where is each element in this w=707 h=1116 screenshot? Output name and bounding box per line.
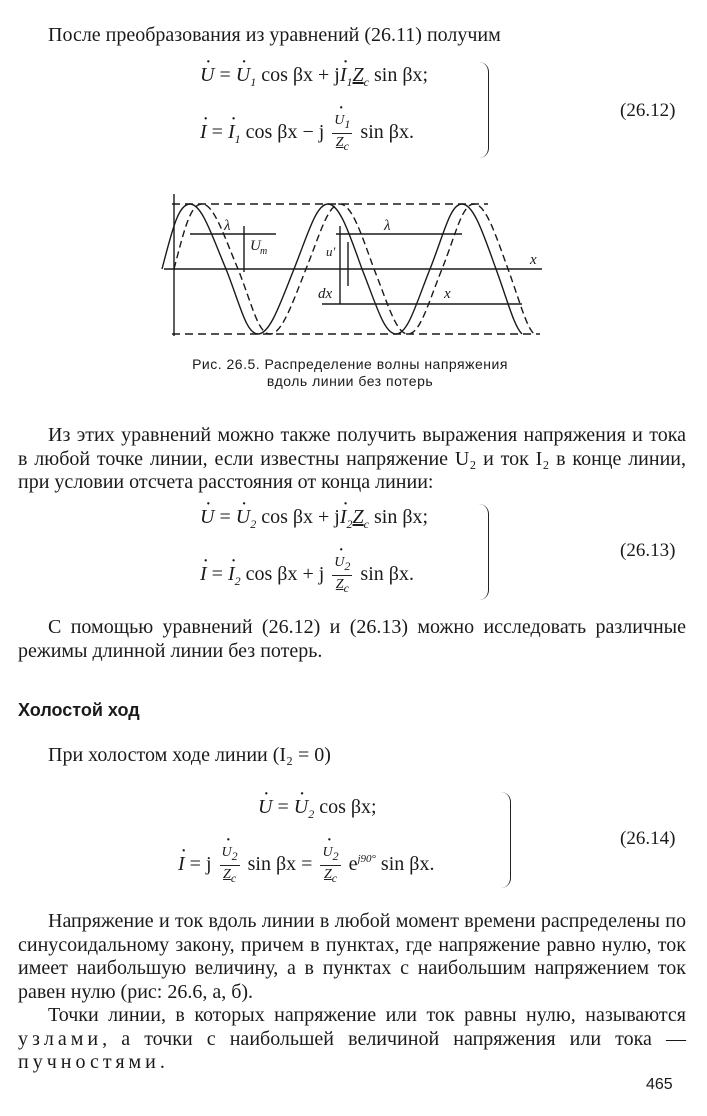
eq13-line2: · I = · $I_2$ cos βx + j · $\frac{U_2}{Z_c}$ sin βx.	[200, 554, 414, 597]
um-label: U	[250, 238, 261, 254]
paragraph-4: Напряжение и ток вдоль линии в любой момент времени распределены по синусоидальному закону, причем в пунктах, где напряжение равно нулю, ток имеет наибольшую величину, а в пунктах с наибольшим напряжением ток равен нулю (рис: 26.6, а, б).	[18, 910, 686, 1003]
page-number: 465	[646, 1076, 673, 1093]
eq12-brace	[478, 62, 489, 158]
paragraph-1: Из этих уравнений можно также получить выражения напряжения и тока в любой точке линии, если известны напряжение U₂ и ток I₂ в конце линии, при условии отсчета расстояния от конца линии:	[18, 424, 686, 493]
section-heading: Холостой ход	[18, 700, 140, 720]
term-antinodes: пучностями	[18, 1051, 160, 1073]
eq14-line2: · I = j · $\frac{U_2}{Z_c}$ sin βx = · $\frac{U_2}{Z_c}$ $e^{j90^\circ}$ sin βx.	[178, 844, 434, 887]
wave-figure	[150, 186, 550, 346]
intro-text: После преобразования из уравнений (26.11) получим	[48, 24, 501, 46]
paragraph-2: С помощью уравнений (26.12) и (26.13) можно исследовать различные режимы длинной линии без потерь.	[18, 616, 686, 662]
um-sub-label: m	[260, 246, 268, 257]
x-axis-label: x	[530, 252, 537, 268]
eq12-line1: · U = · $U_1$ $\cos \beta x + j\cdot I_1Z_c$ sin βx;	[200, 64, 428, 90]
eq12-line2: · I = · $I_1$ cos βx − j · $\frac{U_1}{Z_c}$ sin βx.	[200, 112, 414, 155]
dx-label: dx	[318, 286, 333, 302]
u-prime-label: u′	[326, 244, 336, 259]
eq14-line1: · U = · $U_2$ cos βx;	[258, 796, 377, 822]
eq13-line1: · U = · $U_2$ $\cos \beta x + j\cdot I_2Z_c$ sin βx;	[200, 506, 428, 532]
lambda-right-label: λ	[384, 218, 391, 234]
lambda-left-label: λ	[224, 218, 231, 234]
term-nodes: узлами	[18, 1027, 103, 1050]
x-lower-label: x	[444, 286, 451, 302]
paragraph-3: При холостом ходе линии (I₂ = 0)	[48, 744, 331, 766]
eq14-number: (26.14)	[620, 828, 676, 849]
paragraph-5: Точки линии, в которых напряжение или ток равны нулю, называются узлами, а точки с наибольшей величиной напряжения или тока — пучностями.	[18, 1004, 686, 1073]
eq12-number: (26.12)	[620, 100, 676, 121]
eq13-number: (26.13)	[620, 540, 676, 561]
eq14-brace	[500, 792, 511, 888]
eq13-brace	[478, 504, 489, 600]
figure-caption: Рис. 26.5. Распределение волны напряжения вдоль линии без потерь	[192, 356, 508, 389]
